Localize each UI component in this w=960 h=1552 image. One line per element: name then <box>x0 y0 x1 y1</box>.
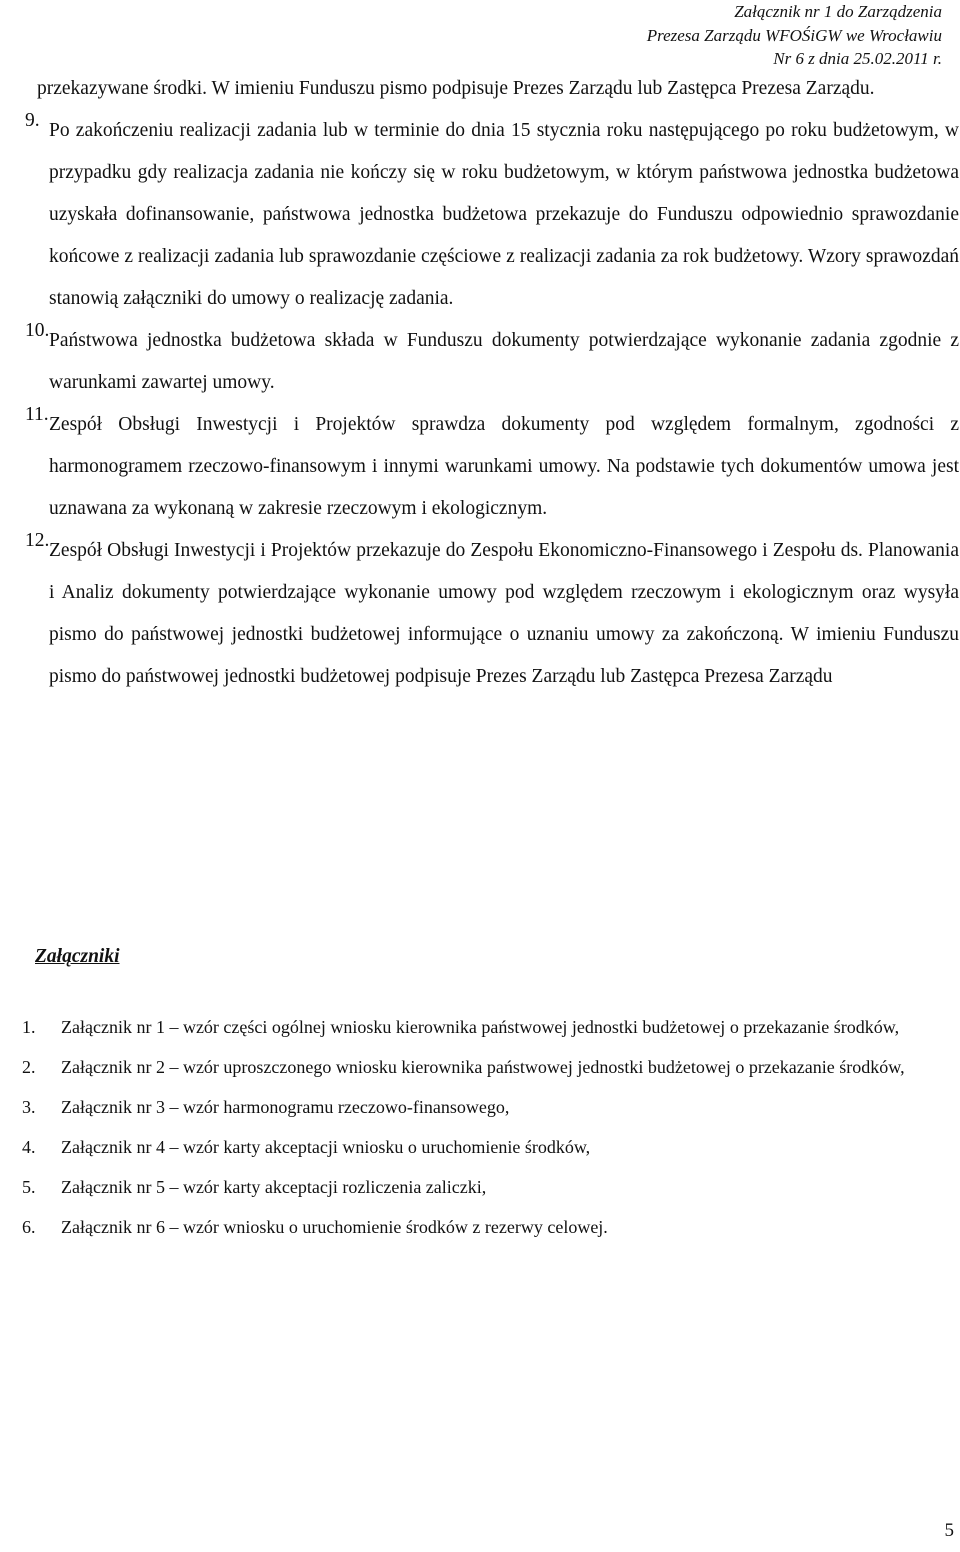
attachment-item <box>22 1047 960 1087</box>
attachment-item <box>22 1007 960 1047</box>
header-line-1: Załącznik nr 1 do Zarządzenia <box>734 2 942 21</box>
continuation-paragraph: przekazywane środki. W imieniu Funduszu pismo podpisuje Prezes Zarządu lub Zastępca Prezesa Zarządu. <box>37 78 875 99</box>
attachment-item <box>22 1207 960 1247</box>
item-text: Po zakończeniu realizacji zadania lub w terminie do dnia 15 stycznia roku następującego po roku budżetowym, w przypadku gdy realizacja zadania nie kończy się w roku budżetowym, w którym państwowa jednostka budżetowa uzyskała dofinansowanie, państwowa jednostka budżetowa przekazuje do Funduszu odpowiednio sprawozdanie końcowe z realizacji zadania lub sprawozdanie częściowe z realizacji zadania za rok budżetowy. Wzory sprawozdań stanowią załączniki do umowy o realizację zadania. <box>49 120 959 309</box>
page-header <box>647 0 942 71</box>
attachment-text: Załącznik nr 4 – wzór karty akceptacji wniosku o uruchomienie środków, <box>61 1137 591 1157</box>
item-text: Zespół Obsługi Inwestycji i Projektów sprawdza dokumenty pod względem formalnym, zgodności z harmonogramem rzeczowo-finansowym i innymi warunkami umowy. Na podstawie tych dokumentów umowa jest uznawana za wykonaną w zakresie rzeczowym i ekologicznym. <box>49 414 959 519</box>
list-item-10 <box>25 320 959 404</box>
attachment-item <box>22 1167 960 1207</box>
attachment-item <box>22 1127 960 1167</box>
item-text: Państwowa jednostka budżetowa składa w Funduszu dokumenty potwierdzające wykonanie zadania zgodnie z warunkami zawartej umowy. <box>49 330 959 393</box>
item-number: 11. <box>25 404 49 425</box>
attachment-number: 4. <box>22 1137 36 1157</box>
page-number: 5 <box>944 1520 954 1541</box>
item-number: 10. <box>25 320 50 341</box>
attachment-item <box>22 1087 960 1127</box>
body-text <box>25 68 959 698</box>
item-number: 9. <box>25 110 40 131</box>
attachment-number: 2. <box>22 1057 36 1077</box>
list-item-11 <box>25 404 959 530</box>
item-text: Zespół Obsługi Inwestycji i Projektów przekazuje do Zespołu Ekonomiczno-Finansowego i Zespołu ds. Planowania i Analiz dokumenty potwierdzające wykonanie umowy pod względem rzeczowym i ekologicznym oraz wysyła pismo do państwowej jednostki budżetowej informujące o uznaniu umowy za zakończoną. W imieniu Funduszu pismo do państwowej jednostki budżetowej podpisuje Prezes Zarządu lub Zastępca Prezesa Zarządu <box>49 540 959 687</box>
attachment-text: Załącznik nr 5 – wzór karty akceptacji rozliczenia zaliczki, <box>61 1177 487 1197</box>
attachments-list <box>22 1007 960 1247</box>
attachment-text: Załącznik nr 2 – wzór uproszczonego wniosku kierownika państwowej jednostki budżetowej o przekazanie środków, <box>61 1057 905 1077</box>
attachment-number: 5. <box>22 1177 36 1197</box>
header-line-3: Nr 6 z dnia 25.02.2011 r. <box>773 49 942 68</box>
attachment-text: Załącznik nr 3 – wzór harmonogramu rzeczowo-finansowego, <box>61 1097 510 1117</box>
attachment-text: Załącznik nr 1 – wzór części ogólnej wniosku kierownika państwowej jednostki budżetowej o przekazanie środków, <box>61 1017 900 1037</box>
list-item-12 <box>25 530 959 698</box>
attachment-text: Załącznik nr 6 – wzór wniosku o uruchomienie środków z rezerwy celowej. <box>61 1217 608 1237</box>
attachments-heading: Załączniki <box>35 946 120 967</box>
list-item-9 <box>25 110 959 320</box>
item-number: 12. <box>25 530 50 551</box>
attachment-number: 1. <box>22 1017 36 1037</box>
header-line-2: Prezesa Zarządu WFOŚiGW we Wrocławiu <box>646 25 942 45</box>
attachment-number: 6. <box>22 1217 36 1237</box>
attachment-number: 3. <box>22 1097 36 1117</box>
